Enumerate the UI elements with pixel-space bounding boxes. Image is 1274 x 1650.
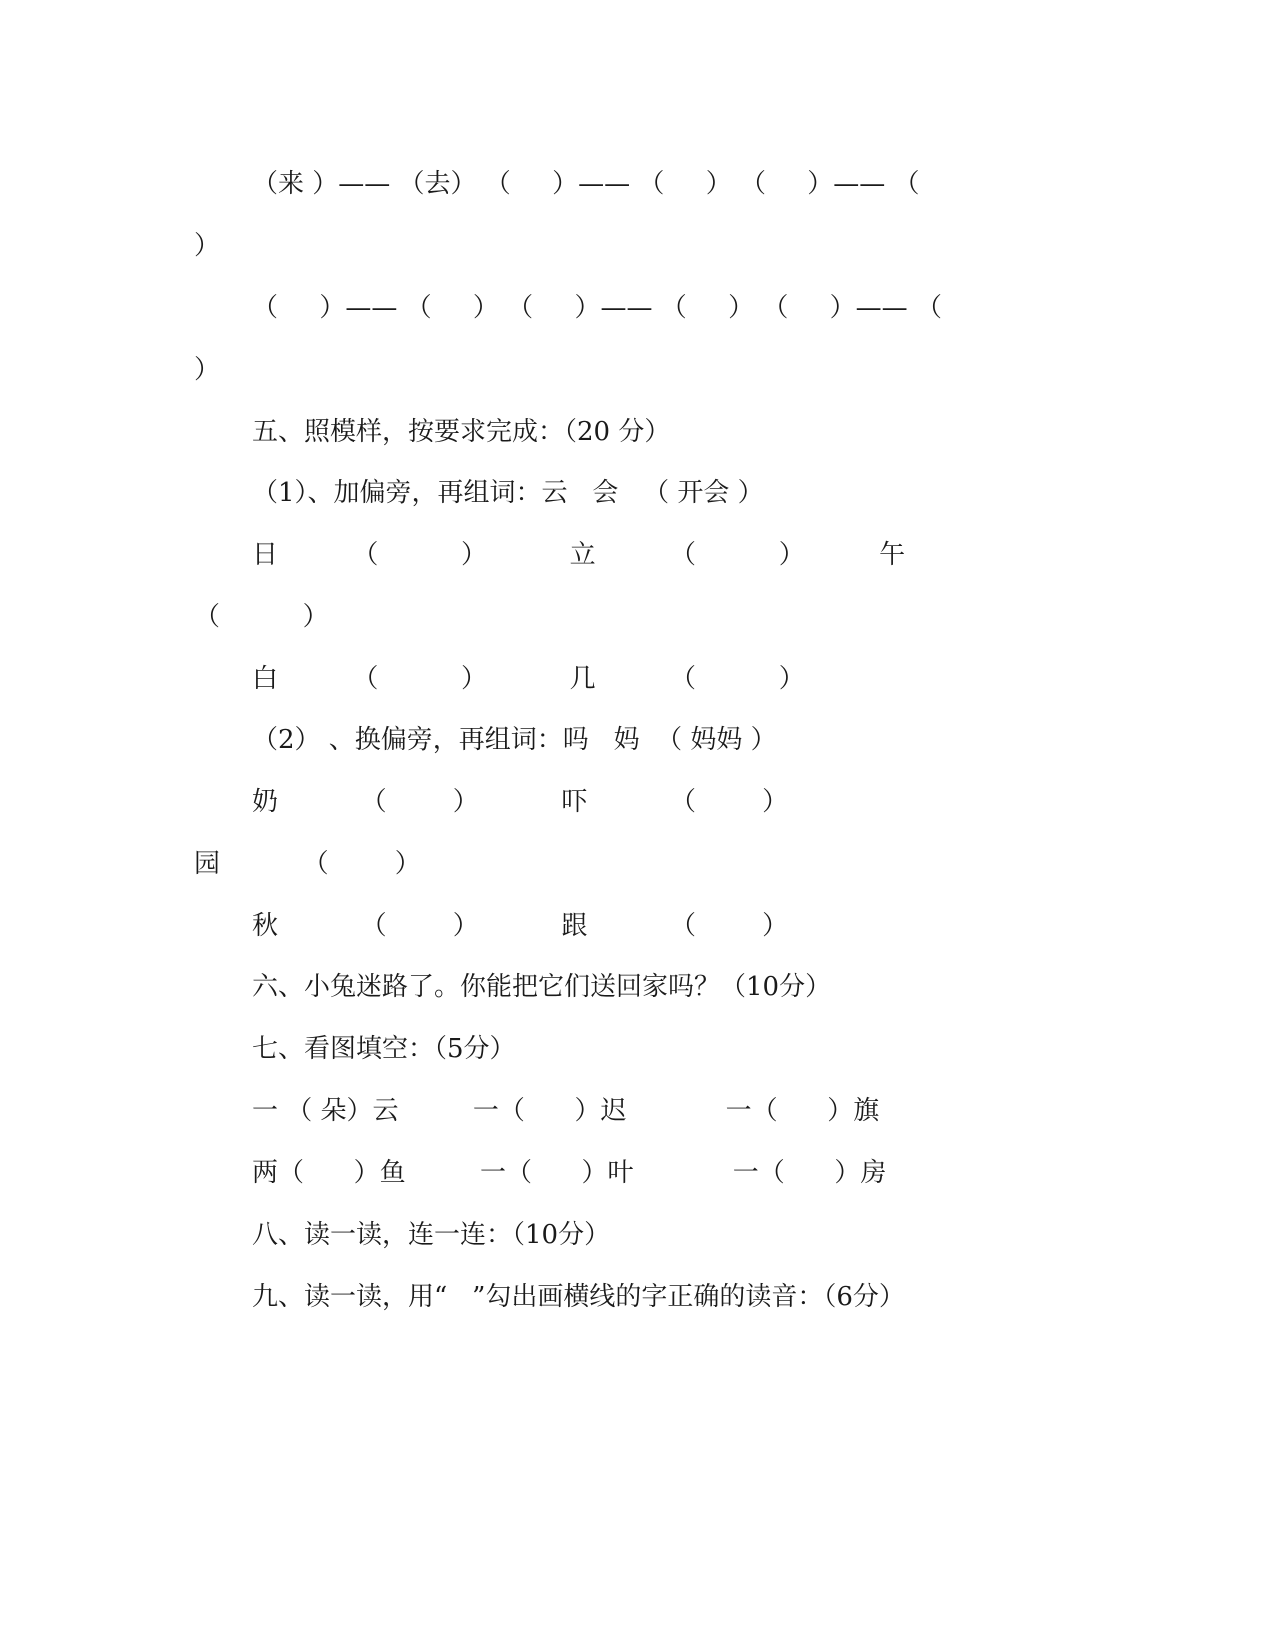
section-5-part-1-instruction: （1）、加偏旁，再组词：云 会 （ 开会 ） bbox=[252, 478, 764, 508]
antonym-row-2-wrap: ） bbox=[194, 355, 221, 385]
measure-word-row-2: 两（ ）鱼 一（ ）叶 一（ ）房 bbox=[252, 1158, 887, 1188]
section-9-heading: 九、读一读，用“ ”勾出画横线的字正确的读音：（6分） bbox=[252, 1282, 905, 1312]
radical-change-row-2: 秋 （ ） 跟 （ ） bbox=[252, 911, 789, 941]
radical-change-row-1-wrap: 园 （ ） bbox=[194, 849, 421, 879]
radical-add-row-2: 白 （ ） 几 （ ） bbox=[252, 664, 805, 694]
radical-add-row-1-wrap: （ ） bbox=[194, 602, 329, 632]
antonym-row-1-wrap: ） bbox=[194, 231, 221, 261]
antonym-row-2: （ ）—— （ ） （ ）—— （ ） （ ）—— （ bbox=[252, 293, 942, 323]
radical-add-row-1: 日 （ ） 立 （ ） 午 bbox=[252, 540, 906, 570]
section-6-heading: 六、小兔迷路了。你能把它们送回家吗？（10分） bbox=[252, 972, 832, 1002]
section-5-part-2-instruction: （2） 、换偏旁，再组词：吗 妈 （ 妈妈 ） bbox=[252, 725, 777, 755]
section-5-heading: 五、照模样，按要求完成：（20 分） bbox=[252, 417, 671, 447]
measure-word-row-1: 一 （ 朵）云 一（ ）迟 一（ ）旗 bbox=[252, 1096, 880, 1126]
antonym-row-1: （来 ）—— （去） （ ）—— （ ） （ ）—— （ bbox=[252, 169, 920, 199]
section-8-heading: 八、读一读，连一连：（10分） bbox=[252, 1220, 611, 1250]
section-7-heading: 七、看图填空：（5分） bbox=[252, 1034, 516, 1064]
radical-change-row-1: 奶 （ ） 吓 （ ） bbox=[252, 787, 789, 817]
